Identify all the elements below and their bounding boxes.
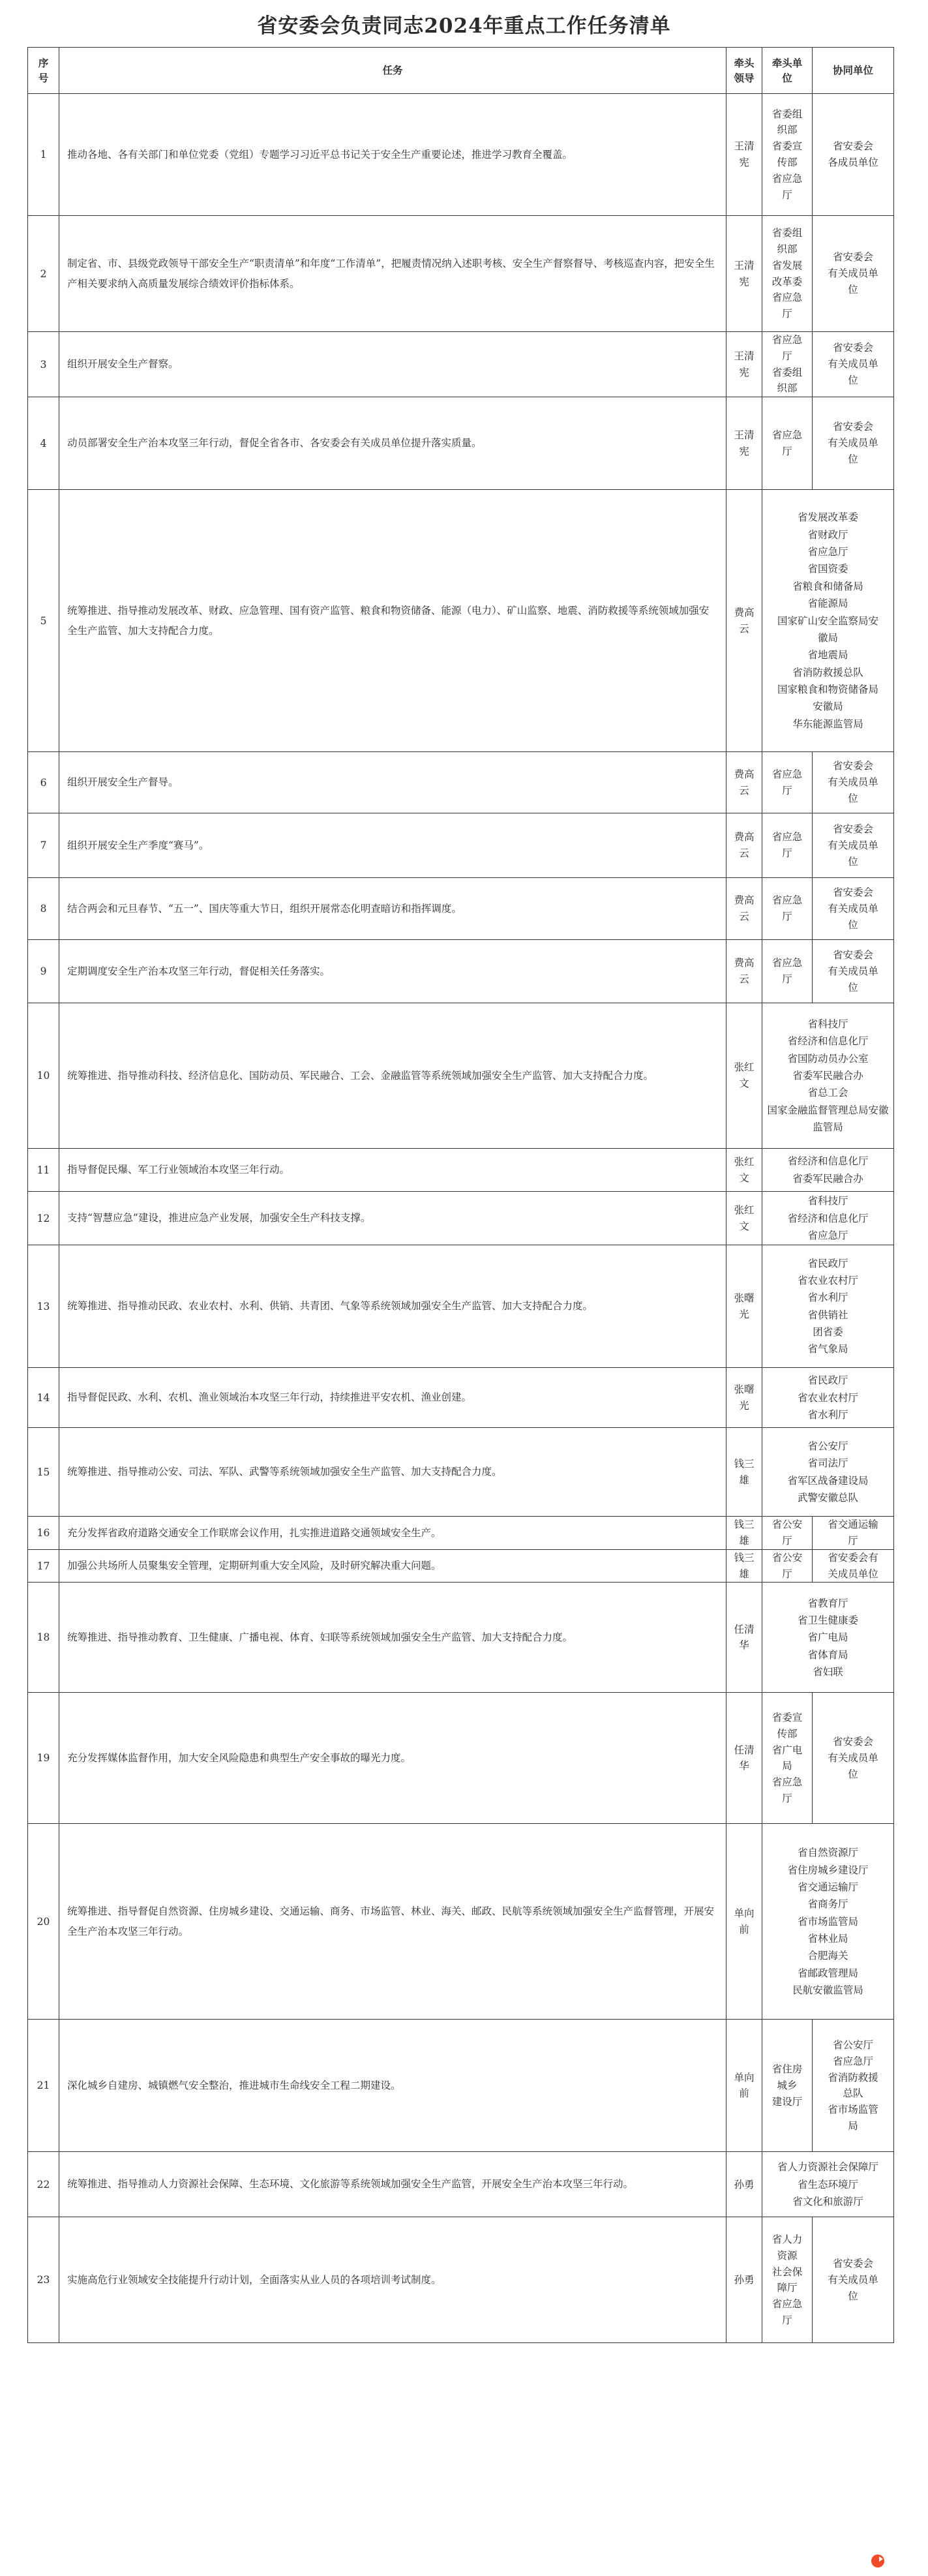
row-number: 10 [28,1003,59,1149]
task-text: 动员部署安全生产治本攻坚三年行动，督促全省各市、各安委会有关成员单位提升落实质量。 [59,397,726,490]
cooperating-units: 省安委会 有关成员单 位 [813,397,894,490]
table-row [28,1549,894,1583]
row-number: 20 [28,1824,59,2020]
responsible-units: 省发展改革委 省财政厅 省应急厅 省国资委 省粮食和储备局 省能源局 国家矿山安全监察局安 徽局 省地震局 省消防救援总队 国家粮食和物资储备局 安徽局 华东能源监管局 [762,490,894,752]
play-badge-icon[interactable] [871,2554,884,2568]
lead-leader: 费高 云 [726,940,762,1003]
table-header-row [28,48,894,94]
cooperating-units: 省安委会 有关成员单 位 [813,752,894,813]
lead-leader: 单向 前 [726,2020,762,2152]
task-text: 组织开展安全生产督导。 [59,752,726,813]
table-row [28,813,894,878]
table-row [28,490,894,752]
table-row [28,2152,894,2217]
table-row [28,1693,894,1824]
lead-leader: 张曙 光 [726,1245,762,1368]
table-row [28,94,894,216]
responsible-units: 省公安厅 省司法厅 省军区战备建设局 武警安徽总队 [762,1428,894,1517]
row-number: 8 [28,878,59,940]
lead-leader: 张红 文 [726,1003,762,1149]
lead-leader: 王清 宪 [726,216,762,332]
lead-unit: 省委组 织部 省委宣 传部 省应急 厅 [762,94,813,216]
lead-leader: 张红 文 [726,1192,762,1245]
lead-unit: 省住房 城乡 建设厅 [762,2020,813,2152]
table-row [28,332,894,397]
lead-leader: 任清 华 [726,1583,762,1693]
lead-unit: 省公安 厅 [762,1549,813,1583]
row-number: 11 [28,1149,59,1192]
row-number: 7 [28,813,59,878]
task-text: 统筹推进、指导推动科技、经济信息化、国防动员、军民融合、工会、金融监管等系统领域加强安全生产监管、加大支持配合力度。 [59,1003,726,1149]
lead-leader: 王清 宪 [726,397,762,490]
table-row [28,1824,894,2020]
table-row [28,1428,894,1517]
lead-unit: 省应急 厅 [762,813,813,878]
lead-unit: 省人力 资源 社会保 障厅 省应急 厅 [762,2217,813,2343]
task-text: 充分发挥省政府道路交通安全工作联席会议作用，扎实推进道路交通领域安全生产。 [59,1517,726,1550]
lead-leader: 张曙 光 [726,1368,762,1428]
header-coop: 协同单位 [813,48,894,94]
task-text: 加强公共场所人员聚集安全管理，定期研判重大安全风险，及时研究解决重大问题。 [59,1549,726,1583]
lead-leader: 钱三 雄 [726,1428,762,1517]
task-text: 实施高危行业领域安全技能提升行动计划，全面落实从业人员的各项培训考试制度。 [59,2217,726,2343]
task-text: 统筹推进、指导推动公安、司法、军队、武警等系统领域加强安全生产监管、加大支持配合力度。 [59,1428,726,1517]
row-number: 19 [28,1693,59,1824]
task-text: 深化城乡自建房、城镇燃气安全整治，推进城市生命线安全工程二期建设。 [59,2020,726,2152]
task-text: 统筹推进、指导推动人力资源社会保障、生态环境、文化旅游等系统领域加强安全生产监管，开展安全生产治本攻坚三年行动。 [59,2152,726,2217]
responsible-units: 省科技厅 省经济和信息化厅 省应急厅 [762,1192,894,1245]
table-row [28,2217,894,2343]
row-number: 21 [28,2020,59,2152]
lead-leader: 王清 宪 [726,332,762,397]
row-number: 12 [28,1192,59,1245]
cooperating-units: 省公安厅 省应急厅 省消防救援 总队 省市场监管 局 [813,2020,894,2152]
row-number: 22 [28,2152,59,2217]
task-text: 统筹推进、指导推动民政、农业农村、水利、供销、共青团、气象等系统领域加强安全生产监管、加大支持配合力度。 [59,1245,726,1368]
task-text: 指导督促民爆、军工行业领域治本攻坚三年行动。 [59,1149,726,1192]
cooperating-units: 省安委会 有关成员单 位 [813,1693,894,1824]
task-text: 组织开展安全生产季度“赛马”。 [59,813,726,878]
row-number: 1 [28,94,59,216]
lead-leader: 张红 文 [726,1149,762,1192]
table-row [28,1003,894,1149]
row-number: 14 [28,1368,59,1428]
responsible-units: 省自然资源厅 省住房城乡建设厅 省交通运输厅 省商务厅 省市场监管局 省林业局 合肥海关 省邮政管理局 民航安徽监管局 [762,1824,894,2020]
lead-unit: 省应急 厅 省委组 织部 [762,332,813,397]
cooperating-units: 省安委会 各成员单位 [813,94,894,216]
row-number: 18 [28,1583,59,1693]
lead-leader: 单向 前 [726,1824,762,2020]
row-number: 5 [28,490,59,752]
table-row [28,1368,894,1428]
lead-unit: 省应急 厅 [762,940,813,1003]
task-text: 组织开展安全生产督察。 [59,332,726,397]
row-number: 3 [28,332,59,397]
responsible-units: 省民政厅 省农业农村厅 省水利厅 省供销社 团省委 省气象局 [762,1245,894,1368]
cooperating-units: 省安委会 有关成员单 位 [813,2217,894,2343]
row-number: 17 [28,1549,59,1583]
cooperating-units: 省安委会有 关成员单位 [813,1549,894,1583]
lead-unit: 省公安 厅 [762,1517,813,1550]
task-text: 推动各地、各有关部门和单位党委（党组）专题学习习近平总书记关于安全生产重要论述，推进学习教育全覆盖。 [59,94,726,216]
table-row [28,2020,894,2152]
lead-leader: 费高 云 [726,752,762,813]
table-row [28,397,894,490]
cooperating-units: 省安委会 有关成员单 位 [813,332,894,397]
responsible-units: 省民政厅 省农业农村厅 省水利厅 [762,1368,894,1428]
table-row [28,878,894,940]
lead-leader: 费高 云 [726,878,762,940]
row-number: 4 [28,397,59,490]
task-table [27,47,894,2343]
lead-leader: 费高 云 [726,813,762,878]
table-row [28,1192,894,1245]
lead-leader: 费高 云 [726,490,762,752]
table-row [28,1245,894,1368]
lead-leader: 孙勇 [726,2152,762,2217]
lead-unit: 省委宣 传部 省广电 局 省应急 厅 [762,1693,813,1824]
row-number: 9 [28,940,59,1003]
lead-leader: 任清 华 [726,1693,762,1824]
responsible-units: 省人力资源社会保障厅 省生态环境厅 省文化和旅游厅 [762,2152,894,2217]
row-number: 23 [28,2217,59,2343]
table-row [28,216,894,332]
task-text: 充分发挥媒体监督作用，加大安全风险隐患和典型生产安全事故的曝光力度。 [59,1693,726,1824]
table-row [28,940,894,1003]
table-row [28,1517,894,1550]
header-no: 序 号 [28,48,59,94]
responsible-units: 省经济和信息化厅 省委军民融合办 [762,1149,894,1192]
table-row [28,1583,894,1693]
lead-unit: 省应急 厅 [762,878,813,940]
task-text: 定期调度安全生产治本攻坚三年行动，督促相关任务落实。 [59,940,726,1003]
cooperating-units: 省安委会 有关成员单 位 [813,216,894,332]
lead-leader: 孙勇 [726,2217,762,2343]
cooperating-units: 省交通运输 厅 [813,1517,894,1550]
lead-unit: 省委组 织部 省发展 改革委 省应急 厅 [762,216,813,332]
lead-unit: 省应急 厅 [762,752,813,813]
task-text: 统筹推进、指导推动教育、卫生健康、广播电视、体育、妇联等系统领域加强安全生产监管、加大支持配合力度。 [59,1583,726,1693]
task-text: 统筹推进、指导督促自然资源、住房城乡建设、交通运输、商务、市场监管、林业、海关、邮政、民航等系统领域加强安全生产监督管理，开展安全生产治本攻坚三年行动。 [59,1824,726,2020]
task-text: 统筹推进、指导推动发展改革、财政、应急管理、国有资产监管、粮食和物资储备、能源（电力）、矿山监察、地震、消防救援等系统领域加强安全生产监管、加大支持配合力度。 [59,490,726,752]
header-task: 任务 [59,48,726,94]
lead-leader: 钱三 雄 [726,1517,762,1550]
row-number: 16 [28,1517,59,1550]
task-text: 制定省、市、县级党政领导干部安全生产“职责清单”和年度“工作清单”，把履责情况纳入述职考核、安全生产督察督导、考核巡查内容，把安全生产相关要求纳入高质量发展综合绩效评价指标体系。 [59,216,726,332]
task-text: 结合两会和元旦春节、“五一”、国庆等重大节日，组织开展常态化明查暗访和指挥调度。 [59,878,726,940]
header-lead: 牵头 领导 [726,48,762,94]
cooperating-units: 省安委会 有关成员单 位 [813,813,894,878]
row-number: 15 [28,1428,59,1517]
cooperating-units: 省安委会 有关成员单 位 [813,940,894,1003]
lead-unit: 省应急 厅 [762,397,813,490]
task-text: 指导督促民政、水利、农机、渔业领域治本攻坚三年行动，持续推进平安农机、渔业创建。 [59,1368,726,1428]
lead-leader: 钱三 雄 [726,1549,762,1583]
row-number: 2 [28,216,59,332]
row-number: 13 [28,1245,59,1368]
document-title: 省安委会负责同志2024年重点工作任务清单 [257,14,671,38]
table-row [28,752,894,813]
responsible-units: 省科技厅 省经济和信息化厅 省国防动员办公室 省委军民融合办 省总工会 国家金融监督管理总局安徽 监管局 [762,1003,894,1149]
responsible-units: 省教育厅 省卫生健康委 省广电局 省体育局 省妇联 [762,1583,894,1693]
header-unit: 牵头单 位 [762,48,813,94]
row-number: 6 [28,752,59,813]
table-row [28,1149,894,1192]
task-text: 支持“智慧应急”建设，推进应急产业发展，加强安全生产科技支撑。 [59,1192,726,1245]
lead-leader: 王清 宪 [726,94,762,216]
cooperating-units: 省安委会 有关成员单 位 [813,878,894,940]
